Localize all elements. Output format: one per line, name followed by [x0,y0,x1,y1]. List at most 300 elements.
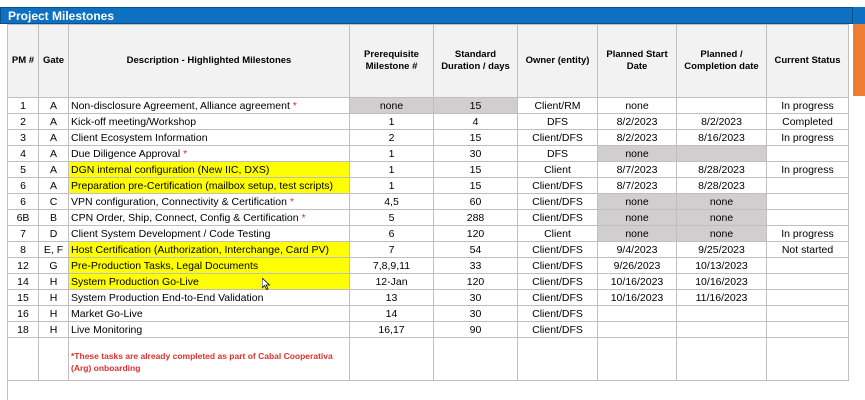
cell-owner-text: Client [544,227,571,240]
cell-prerequisite[interactable] [350,322,434,338]
asterisk-marker: * [301,211,306,224]
note-empty[interactable] [767,338,849,381]
cell-completion-date[interactable] [677,146,767,162]
cell-description-text: Live Monitoring [71,323,143,336]
cell-gate[interactable] [39,194,69,210]
cell-owner[interactable] [518,242,598,258]
cell-gate[interactable] [39,114,69,130]
table-row [8,162,849,178]
cell-owner[interactable] [518,194,598,210]
cell-prerequisite[interactable] [350,178,434,194]
cell-duration[interactable] [434,130,518,146]
cell-pm-text: 6B [16,211,30,224]
header-completion-date[interactable]: Planned / Completion date [677,25,767,98]
cell-duration[interactable] [434,210,518,226]
cell-pm-text: 6 [20,179,26,192]
cell-owner-text: Client/DFS [532,275,583,288]
cell-gate[interactable] [39,322,69,338]
cell-prerequisite-text: 13 [385,291,398,304]
cell-description[interactable] [69,322,350,338]
cell-gate-text: H [49,275,58,288]
cell-prerequisite-text: 7 [388,243,395,256]
cell-description-text: System Production Go-Live [71,275,199,288]
cell-pm-text: 16 [17,307,29,320]
cell-owner-text: Client/RM [534,99,581,112]
note-empty-pm[interactable] [8,338,39,381]
table-row [8,258,849,274]
cell-prerequisite[interactable] [350,290,434,306]
cell-owner[interactable] [518,162,598,178]
cell-owner[interactable] [518,178,598,194]
cell-gate-text: A [49,179,57,192]
cell-pm[interactable] [8,114,39,130]
sheet-title-bar[interactable] [0,7,853,24]
cell-gate[interactable] [39,242,69,258]
cell-pm-text: 3 [20,131,26,144]
cell-gate-text: A [49,163,57,176]
table-row [8,242,849,258]
cell-description-text: System Production End-to-End Validation [71,291,264,304]
cell-duration-text: 30 [469,291,482,304]
cell-description[interactable] [69,242,350,258]
cell-gate-text: A [49,99,57,112]
cell-duration-text: 54 [469,243,482,256]
cell-prerequisite-text: 6 [388,227,395,240]
cell-gate[interactable] [39,162,69,178]
cell-duration-text: 15 [469,99,482,112]
asterisk-marker: * [292,99,297,112]
cell-duration[interactable] [434,242,518,258]
cell-pm[interactable] [8,242,39,258]
cell-prerequisite[interactable] [350,242,434,258]
cell-duration[interactable] [434,98,518,114]
cell-start-date-text: none [625,99,649,112]
cell-start-date[interactable] [598,114,677,130]
cell-status-text: Completed [782,115,833,128]
cell-pm-text: 14 [17,275,29,288]
header-prerequisite[interactable]: Prerequisite Milestone # [350,25,434,98]
table-row [8,290,849,306]
cell-description[interactable] [69,194,350,210]
cell-pm[interactable] [8,210,39,226]
cell-completion-date-text: 10/13/2023 [695,259,748,272]
cell-duration[interactable] [434,258,518,274]
header-owner[interactable]: Owner (entity) [518,25,598,98]
cell-completion-date-text: 11/16/2023 [695,291,748,304]
cell-start-date[interactable] [598,306,677,322]
header-duration[interactable]: Standard Duration / days [434,25,518,98]
cell-start-date-text: none [625,195,649,208]
cell-description[interactable] [69,130,350,146]
cell-duration-text: 60 [469,195,482,208]
cell-gate-text: H [49,291,58,304]
cell-prerequisite[interactable] [350,226,434,242]
note-empty[interactable] [434,338,518,381]
cell-duration-text: 15 [469,179,482,192]
cell-start-date[interactable] [598,130,677,146]
cell-description[interactable] [69,274,350,290]
note-text: *These tasks are already completed as part of Cabal Cooperativa (Arg) onboarding [71,351,333,373]
cell-pm[interactable] [8,146,39,162]
cell-completion-date-text: none [709,211,734,224]
header-status[interactable]: Current Status [767,25,849,98]
cell-description-text: Market Go-Live [71,307,143,320]
cell-duration[interactable] [434,274,518,290]
note-empty[interactable] [350,338,434,381]
mouse-cursor-icon [262,278,270,290]
cell-start-date[interactable] [598,274,677,290]
cell-start-date-text: 8/2/2023 [616,131,658,144]
header-gate[interactable]: Gate [39,25,69,98]
cell-prerequisite[interactable] [350,114,434,130]
cell-duration-text: 15 [469,163,482,176]
cell-gate-text: A [49,115,57,128]
cell-prerequisite[interactable] [350,258,434,274]
cell-status[interactable] [767,162,849,178]
cell-completion-date[interactable] [677,162,767,178]
cell-pm-text: 4 [20,147,26,160]
cell-duration[interactable] [434,146,518,162]
cell-pm[interactable] [8,178,39,194]
cell-duration-text: 4 [472,115,479,128]
cell-prerequisite[interactable] [350,98,434,114]
cell-pm[interactable] [8,306,39,322]
cell-status[interactable] [767,146,849,162]
header-description[interactable]: Description - Highlighted Milestones [69,25,350,98]
cell-start-date-text: 8/7/2023 [616,179,658,192]
cell-description[interactable] [69,114,350,130]
cell-prerequisite-text: 4,5 [384,195,399,208]
table-row [8,146,849,162]
cell-duration[interactable] [434,114,518,130]
cell-prerequisite-text: 1 [388,115,395,128]
cell-owner-text: Client/DFS [532,259,583,272]
cell-completion-date[interactable] [677,258,767,274]
cell-completion-date-text: 8/2/2023 [701,115,742,128]
table-row [8,130,849,146]
cell-prerequisite-text: 2 [388,131,395,144]
cell-duration[interactable] [434,194,518,210]
cell-gate[interactable] [39,130,69,146]
header-pm[interactable]: PM # [8,25,39,98]
asterisk-marker: * [289,195,294,208]
cell-duration-text: 288 [466,211,485,224]
cell-owner[interactable] [518,306,598,322]
cell-status[interactable] [767,274,849,290]
cell-prerequisite[interactable] [350,274,434,290]
cell-description-text: CPN Order, Ship, Connect, Config & Certification [71,211,299,224]
cell-owner-text: Client [544,163,571,176]
cell-gate-text: B [49,211,57,224]
sheet-title: Project Milestones [8,9,115,23]
cell-pm[interactable] [8,322,39,338]
cell-start-date[interactable] [598,98,677,114]
cell-completion-date[interactable] [677,242,767,258]
cell-owner-text: DFS [547,115,568,128]
cell-pm[interactable] [8,258,39,274]
cell-description-text: Client Ecosystem Information [71,131,208,144]
cell-gate[interactable] [39,98,69,114]
cell-status[interactable] [767,114,849,130]
cell-start-date-text: none [625,227,649,240]
cell-prerequisite[interactable] [350,306,434,322]
cell-start-date-text: none [625,211,649,224]
cell-start-date-text: 9/4/2023 [616,243,658,256]
cell-pm[interactable] [8,226,39,242]
cell-description[interactable] [69,98,350,114]
cell-owner[interactable] [518,290,598,306]
cell-gate-text: H [49,307,58,320]
cell-duration-text: 120 [466,227,485,240]
cell-status-text: In progress [781,99,834,112]
table-row [8,210,849,226]
cell-prerequisite[interactable] [350,146,434,162]
note-empty[interactable] [677,338,767,381]
cell-status-text: In progress [781,131,834,144]
cell-completion-date[interactable] [677,210,767,226]
cell-start-date-text: 10/16/2023 [610,291,664,304]
cell-description[interactable] [69,258,350,274]
cell-description-text: Non-disclosure Agreement, Alliance agreement [71,99,290,112]
cell-owner[interactable] [518,258,598,274]
cell-start-date[interactable] [598,242,677,258]
cell-status[interactable] [767,242,849,258]
header-start-date[interactable]: Planned Start Date [598,25,677,98]
table-row [8,226,849,242]
cell-duration-text: 30 [469,307,482,320]
cell-pm-text: 15 [17,291,29,304]
cell-duration[interactable] [434,290,518,306]
cell-owner-text: Client/DFS [532,307,583,320]
cell-gate[interactable] [39,290,69,306]
cell-status[interactable] [767,98,849,114]
cell-status[interactable] [767,130,849,146]
cell-pm[interactable] [8,130,39,146]
cell-gate[interactable] [39,146,69,162]
cell-description[interactable] [69,306,350,322]
cell-description-text: DGN internal configuration (New IIC, DXS) [71,163,270,176]
cell-completion-date[interactable] [677,226,767,242]
cell-description[interactable] [69,210,350,226]
cell-completion-date[interactable] [677,290,767,306]
note-empty-gate[interactable] [39,338,69,381]
table-row [8,178,849,194]
cell-owner[interactable] [518,274,598,290]
cell-gate-text: C [49,195,58,208]
cell-pm-text: 5 [20,163,26,176]
cell-pm-text: 2 [20,115,26,128]
cell-completion-date-text: none [709,227,734,240]
cell-owner-text: Client/DFS [532,323,583,336]
table-row [8,194,849,210]
cell-status-text: In progress [781,227,834,240]
cell-pm[interactable] [8,290,39,306]
cell-duration-text: 33 [469,259,482,272]
cell-start-date-text: 8/7/2023 [616,163,658,176]
cell-owner-text: Client/DFS [532,291,583,304]
cell-pm-text: 7 [20,227,26,240]
cell-completion-date-text: 8/28/2023 [698,163,745,176]
cell-completion-date-text: 8/16/2023 [698,131,745,144]
cell-gate-text: D [49,227,58,240]
cell-duration[interactable] [434,322,518,338]
cell-pm[interactable] [8,274,39,290]
cell-description-text: Client System Development / Code Testing [71,227,271,240]
cell-description-text: VPN configuration, Connectivity & Certification [71,195,287,208]
cell-prerequisite[interactable] [350,162,434,178]
cell-completion-date[interactable] [677,114,767,130]
cell-pm[interactable] [8,162,39,178]
note-row [8,338,849,381]
cell-gate-text: H [49,323,58,336]
cell-status[interactable] [767,290,849,306]
cell-start-date-text: 8/2/2023 [616,115,658,128]
cell-pm[interactable] [8,98,39,114]
cell-prerequisite[interactable] [350,194,434,210]
cell-completion-date-text: 9/25/2023 [698,243,745,256]
cell-completion-date-text: 10/16/2023 [695,275,748,288]
table-body [8,98,849,338]
cell-pm-text: 12 [17,259,29,272]
adjacent-cell-orange[interactable] [853,24,865,96]
cell-completion-date[interactable] [677,98,767,114]
cell-owner-text: Client/DFS [532,243,583,256]
cell-start-date-text: none [625,147,649,160]
cell-description[interactable] [69,290,350,306]
header-row [8,25,849,98]
cell-status-text: In progress [781,163,834,176]
cell-prerequisite-text: 1 [388,163,395,176]
cell-pm[interactable] [8,194,39,210]
cell-owner[interactable] [518,98,598,114]
cell-prerequisite-text: none [379,99,404,112]
cell-owner[interactable] [518,210,598,226]
note-empty[interactable] [598,338,677,381]
cell-completion-date[interactable] [677,194,767,210]
cell-description-text: Pre-Production Tasks, Legal Documents [71,259,259,272]
cell-gate[interactable] [39,226,69,242]
cell-owner[interactable] [518,226,598,242]
cell-owner-text: Client/DFS [532,211,583,224]
cell-prerequisite-text: 1 [388,179,395,192]
cell-gate[interactable] [39,274,69,290]
cell-description-text: Due Diligence Approval [71,147,181,160]
cell-start-date-text: 9/26/2023 [613,259,661,272]
cell-status[interactable] [767,258,849,274]
cell-start-date[interactable] [598,178,677,194]
cell-start-date[interactable] [598,210,677,226]
cell-prerequisite-text: 5 [388,211,395,224]
cell-owner-text: Client/DFS [532,195,583,208]
cell-status[interactable] [767,178,849,194]
cell-prerequisite-text: 7,8,9,11 [372,259,411,272]
cell-pm-text: 8 [20,243,26,256]
cell-start-date-text: 10/16/2023 [610,275,664,288]
cell-completion-date[interactable] [677,322,767,338]
cell-status[interactable] [767,322,849,338]
cell-description[interactable] [69,162,350,178]
note-empty[interactable] [518,338,598,381]
cell-duration-text: 15 [469,131,482,144]
cell-prerequisite-text: 1 [388,147,395,160]
cell-gate[interactable] [39,306,69,322]
note-cell[interactable] [69,338,350,381]
cell-duration-text: 30 [469,147,482,160]
milestones-table [7,24,849,381]
cell-owner-text: Client/DFS [532,179,583,192]
cell-gate[interactable] [39,178,69,194]
asterisk-marker: * [183,147,188,160]
cell-status[interactable] [767,306,849,322]
cell-start-date[interactable] [598,146,677,162]
cell-description[interactable] [69,146,350,162]
cell-completion-date[interactable] [677,306,767,322]
cell-status[interactable] [767,194,849,210]
cell-status[interactable] [767,226,849,242]
cell-completion-date-text: 8/28/2023 [698,179,745,192]
cell-description[interactable] [69,226,350,242]
cell-completion-date[interactable] [677,130,767,146]
cell-prerequisite-text: 14 [385,307,398,320]
cell-pm-text: 1 [20,99,26,112]
cell-start-date[interactable] [598,162,677,178]
table-row [8,322,849,338]
cell-start-date[interactable] [598,258,677,274]
cell-owner[interactable] [518,146,598,162]
cell-completion-date[interactable] [677,178,767,194]
cell-owner[interactable] [518,322,598,338]
table-row [8,274,849,290]
table-row [8,306,849,322]
cell-owner-text: DFS [547,147,568,160]
cell-gate-text: E, F [43,243,64,256]
cell-start-date[interactable] [598,226,677,242]
table-row [8,114,849,130]
cell-gate-text: G [49,259,58,272]
cell-description-text: Kick-off meeting/Workshop [71,115,197,128]
adjacent-cell-blue[interactable] [853,7,865,24]
cell-duration[interactable] [434,178,518,194]
cell-duration[interactable] [434,226,518,242]
cell-start-date[interactable] [598,322,677,338]
table-row [8,98,849,114]
cell-pm-text: 18 [17,323,29,336]
cell-duration[interactable] [434,162,518,178]
cell-gate[interactable] [39,210,69,226]
cell-description[interactable] [69,178,350,194]
cell-gate[interactable] [39,258,69,274]
cell-duration-text: 120 [466,275,485,288]
cell-prerequisite[interactable] [350,130,434,146]
cell-prerequisite-text: 16,17 [378,323,405,336]
cell-owner[interactable] [518,130,598,146]
cell-completion-date[interactable] [677,274,767,290]
cell-duration-text: 90 [469,323,482,336]
cell-status[interactable] [767,210,849,226]
cell-prerequisite[interactable] [350,210,434,226]
cell-status-text: Not started [781,243,834,256]
cell-description-text: Preparation pre-Certification (mailbox setup, test scripts) [71,179,334,192]
cell-start-date[interactable] [598,194,677,210]
cell-pm-text: 6 [20,195,26,208]
cell-owner[interactable] [518,114,598,130]
cell-duration[interactable] [434,306,518,322]
cell-gate-text: A [49,131,57,144]
cell-prerequisite-text: 12-Jan [375,275,408,288]
cell-completion-date-text: none [709,195,734,208]
cell-start-date[interactable] [598,290,677,306]
cell-owner-text: Client/DFS [532,131,583,144]
